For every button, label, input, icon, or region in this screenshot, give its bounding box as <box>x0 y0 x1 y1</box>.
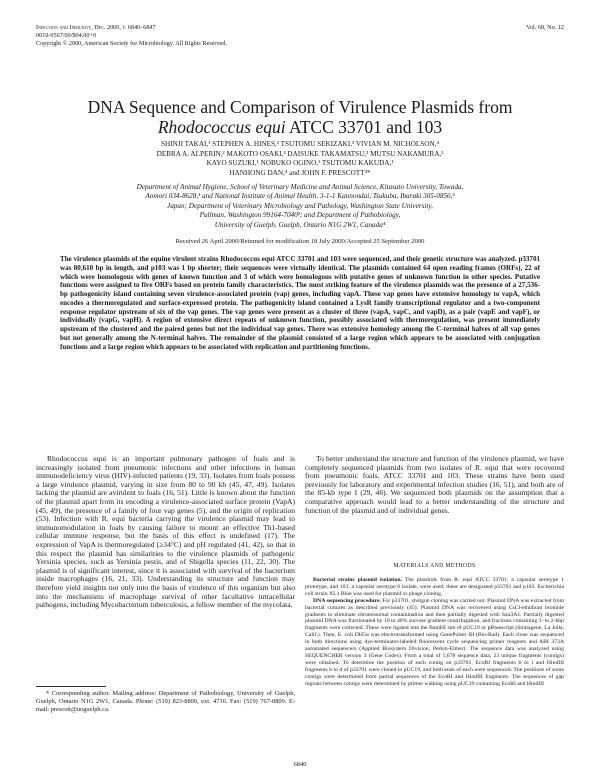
author-line: KAYO SUZUKI,¹ NOBUKO OGINO,¹ TSUTOMU KAKUDA,¹ <box>206 159 394 168</box>
author-line: HANHONG DAN,⁴ and JOHN F. PRESCOTT⁴* <box>229 168 371 177</box>
title-species: Rhodococcus equi <box>157 117 286 137</box>
intro-left-column <box>36 455 295 610</box>
copyright-line: Copyright © 2000, American Society for Microbiology. All Rights Reserved. <box>36 40 227 47</box>
running-header-left <box>36 24 227 48</box>
affiliations <box>55 183 545 230</box>
methods-paragraph <box>305 598 564 688</box>
methods-text: The plasmids from R. equi ATCC 33701, a capsular serotype 1 prototype, and 103, a capsular serotype 6 isolate, were used; these are designated p33701 and p103. Escherichia coli strain XL1 Blue was used for plasmid or phage cloning. <box>305 577 564 597</box>
affiliation-line: Department of Animal Hygiene, School of Veterinary Medicine and Animal Science, Kitasato University, Towada, <box>136 183 464 191</box>
title-line-2 <box>0 117 600 137</box>
issn-line: 0019-9567/00/$04.00+0 <box>36 32 97 39</box>
methods-heading: MATERIALS AND METHODS <box>393 563 476 569</box>
intro-paragraph: Rhodococcus equi is an important pulmonary pathogen of foals and is increasingly isolated from pneumonic infections and other infections in human immunodeficiency virus (HIV)-infected patients (19, 33). Isolates from foals possess a large virulence plasmid, varying in size from 80 to 90 kb (45, 47, 49). Isolates lacking the plasmid are avirulent to foals (16, 51). Little is known about the function of the plasmid apart from its encoding a virulence-associated surface protein (VapA) (45, 49), the presence of a family of four vap genes (5), and the origin of replication (53). Infection with R. equi bacteria carrying the virulence plasmid may lead to immunomodulation in foals by causing failure to mount an effective Th1-based cellular immune response, but the basis of this effect is undefined (17). The expression of VapA is thermoregulated (≥34°C) and pH regulated (41, 42), so that in this respect the plasmid has similarities to the virulence plasmids of pathogenic Yersinia species, such as Yersinia pestis, and of Shigella species (11, 22, 30). The plasmid is of significant interest, since it is associated with survival of the bacterium inside macrophages (16, 21, 33). Understanding its structure and function may therefore yield insights not only into the basis of virulence of this organism but also into the mechanisms of macrophage survival of other facultative intracellular pathogens, including Mycobacterium tuberculosis, a fellow member of the mycolata. <box>36 454 295 610</box>
author-line: DEBRA A. ALPERIN,² MAKOTO OSAKI,³ DAISUKE TAKAMATSU,³ MUTSU NAKAMURA,³ <box>156 149 444 158</box>
footnote-divider <box>36 686 106 687</box>
intro-right-column <box>305 455 564 515</box>
methods-text: For p33701, shotgun cloning was carried out. Plasmid DNA was extracted from bacterial cultures as described previously (45). Plasmid DNA was recovered using CsCl-ethidium bromide gradients to eliminate chromosomal contamination and then partially digested with Sau3A1. Partially digested plasmid DNA was fractionated by 10 to 40% sucrose gradient centrifugation, and fractions containing 1- to 2-kbp fragments were collected. These were ligated into the BamHI site of pUC19 or pBluescript (Stratagene, La Jolla, Calif.). Then, E. coli DH5α was electrotransformed using GenePulser IH (Bio-Rad). Each clone was sequenced in both directions using dye-terminator-labeled fluorescent cycle sequencing primer reagents and ABI 373A automated sequencers (Applied Biosystem Division, Perkin-Elmer). The sequence data was analyzed using SEQUENCHER version 3 (Gene Codes). From a total of 1,678 sequence data, 23 unique fragments (contigs) were obtained. To determine the position of each contig on p33701, EcoRI fragments b to i and HindIII fragments b to d of p33701 were cloned in pUC19, and both ends of each were sequenced. The positions of some contigs were determined from partial sequences of the EcoRI and HindIII fragments. The sequences of gap regions between contigs were determined by primer walking using pUC19 containing EcoRI and HindIII <box>305 597 564 687</box>
methods-paragraph <box>305 577 564 598</box>
methods-subhead: Bacterial strains plasmid isolation. <box>313 577 402 583</box>
methods-subhead: DNA sequencing procedure. <box>313 597 381 604</box>
title-strains: ATCC 33701 and 103 <box>285 117 443 137</box>
title-line-1: DNA Sequence and Comparison of Virulence Plasmids from <box>87 97 513 117</box>
journal-line: Infection and Immunity, Dec. 2000, p. 6840–6847 <box>36 24 156 31</box>
affiliation-line: Japan; Department of Veterinary Microbiology and Pathology, Washington State University, <box>167 201 433 210</box>
volume-label: Vol. 68, No. 12 <box>526 24 564 31</box>
author-list <box>60 140 540 178</box>
corresponding-author-footnote: * Corresponding author. Mailing address: Department of Pathobiology, University of Guelph, Guelph, Ontario N1G 2W1, Canada. Phone: (519) 823-8800, ext. 4716. Fax: (519) 767-0809. E-mail: prescott@uoguelph.ca. <box>36 690 295 713</box>
paper-title <box>0 97 600 137</box>
affiliation-line: University of Guelph, Guelph, Ontario N1G 2W1, Canada⁴ <box>214 220 386 229</box>
received-dates: Received 26 April 2000/Returned for modification 18 July 2000/Accepted 25 September 2000 <box>175 238 425 245</box>
affiliation-line: Pullman, Washington 99164-7040²; and Department of Pathobiology, <box>199 211 401 220</box>
page-number: 6840 <box>293 761 307 768</box>
affiliation-line: Aomori 034-8628,¹ and National Institute of Animal Health, 3-1-1 Kannondai, Tsukuba, Ibaraki 305-0856,³ <box>145 192 455 201</box>
abstract: The virulence plasmids of the equine virulent strains Rhodococcus equi ATCC 33701 and 103 were sequenced, and their genetic structure was analyzed. p33701 was 80,610 bp in length, and p103 was 1 bp shorter; their sequences were virtually identical. The plasmids contained 64 open reading frames (ORFs), 22 of which were homologous with genes of known function and 3 of which were homologous with putative genes of unknown function in other species. Putative functions were assigned to five ORFs based on protein family characteristics. The most striking feature of the virulence plasmids was the presence of a 27,536-bp pathogenicity island containing seven virulence-associated protein (vap) genes, including vapA. These vap genes have extensive homology to vapA, which encodes a thermoregulated and surface-expressed protein. The pathogenicity island contained a LysR family transcriptional regulator and a two-component response regulator upstream of six of the vap genes. The vap genes were present as a cluster of three (vapA, vapC, and vapD), as a pair (vapE and vapF), or individually (vapG, vapH). A region of extensive direct repeats of unknown function, possibly associated with thermoregulation, was present immediately upstream of the clustered and the paired genes but not the individual vap genes. There was extensive homology among the C-terminal halves of all vap genes but not generally among the N-terminal halves. The remainder of the plasmid consisted of a large region which appears to be associated with conjugation functions and a large region which appears to be associated with replication and partitioning functions. <box>60 255 540 351</box>
intro-paragraph: To better understand the structure and function of the virulence plasmid, we have completely sequenced plasmids from two isolates of R. equi that were recovered from pneumonic foals, ATCC 33701 and 103. These strains have been used previously for laboratory and experimental infection studies (16, 51), and both are of the 85-kb type I (29, 46). We sequenced both plasmids on the assumption that a comparative approach would lead to a better understanding of the structure and function of the plasmid and of individual genes. <box>305 454 564 515</box>
author-line: SHINJI TAKAI,¹ STEPHEN A. HINES,² TSUTOMU SEKIZAKI,³ VIVIAN M. NICHOLSON,⁴ <box>161 140 439 148</box>
methods-section <box>305 577 564 688</box>
